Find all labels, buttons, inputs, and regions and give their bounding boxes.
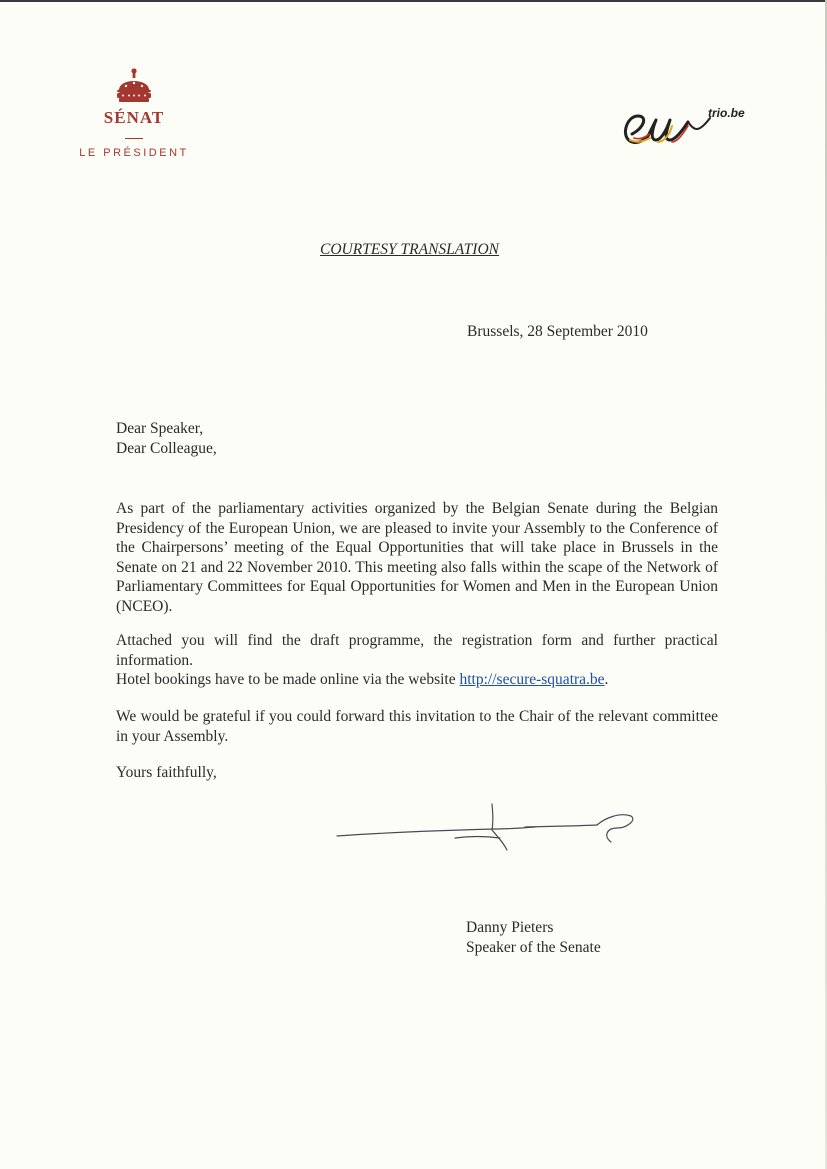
document-heading: COURTESY TRANSLATION [320, 241, 499, 258]
senate-letterhead [70, 68, 198, 159]
handwritten-signature [335, 800, 640, 855]
salutation-line: Dear Colleague, [116, 439, 217, 457]
booking-website-link[interactable]: http://secure-squatra.be [459, 671, 605, 688]
paragraph-invitation: As part of the parliamentary activities organized by the Belgian Senate during the Belgian Presidency of the European Union, we are pleased to invite your Assembly to the Conference of the Chairpersons’ meeting of the Equal Opportunities that will take place in Brussels in the Senate on 21 and 22 November 2010. This meeting also falls within the scape of the Network of Parliamentary Committees for Equal Opportunities for Women and Men in the European Union (NCEO). [116, 500, 718, 615]
letter-date: Brussels, 28 September 2010 [467, 323, 648, 340]
signature-block [466, 918, 601, 957]
signer-title: Speaker of the Senate [466, 938, 601, 956]
trio-be-label: trio.be [708, 106, 745, 120]
salutation-line: Dear Speaker, [116, 420, 204, 437]
hotel-booking-text: Hotel bookings have to be made online via the website [116, 671, 460, 688]
paragraph-attachments [116, 631, 718, 690]
letterhead-divider [125, 138, 143, 139]
top-edge-rule [0, 0, 827, 2]
crown-icon [111, 68, 157, 104]
signer-name: Danny Pieters [466, 919, 554, 936]
hotel-booking-text-end: . [604, 671, 609, 688]
paragraph-forward-request: We would be grateful if you could forward this invitation to the Chair of the relevant committee in your Assembly. [116, 708, 718, 745]
salutation [116, 419, 217, 458]
office-title: LE PRÉSIDENT [79, 147, 189, 159]
attachments-text: Attached you will find the draft programme, the registration form and further practical information. [116, 632, 718, 669]
institution-name: SÉNAT [103, 108, 165, 127]
closing-phrase: Yours faithfully, [116, 764, 217, 781]
